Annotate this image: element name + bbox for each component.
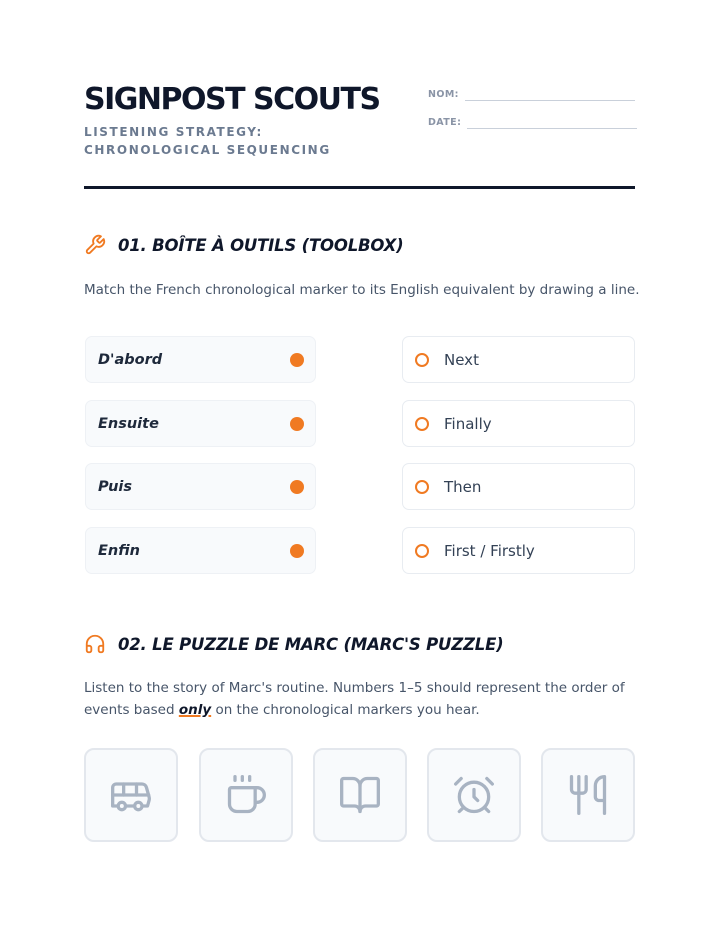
picture-tile — [199, 748, 293, 842]
section-2-heading — [84, 633, 503, 655]
match-dot — [290, 353, 304, 367]
french-marker-card — [85, 336, 316, 383]
emphasis-only: only — [178, 702, 212, 718]
section-1-instructions: Match the French chronological marker to its English equivalent by drawing a line. — [84, 282, 640, 298]
english-equivalent: Finally — [444, 414, 492, 433]
name-label: NOM: — [428, 89, 459, 100]
french-marker-card — [85, 400, 316, 447]
picture-tile — [427, 748, 521, 842]
alarm-clock-icon — [452, 773, 496, 817]
picture-tile — [541, 748, 635, 842]
fork-knife-icon — [566, 773, 610, 817]
english-equivalent-card — [402, 463, 635, 510]
match-ring — [415, 417, 429, 431]
french-marker: D'abord — [98, 351, 163, 368]
name-line — [465, 88, 635, 101]
french-marker-card — [85, 527, 316, 574]
date-field — [428, 116, 637, 129]
header-divider — [84, 186, 635, 189]
match-dot — [290, 544, 304, 558]
bus-icon — [109, 773, 153, 817]
instructions-text-end: on the chronological markers you hear. — [211, 702, 480, 718]
headphones-icon — [84, 633, 106, 655]
section-1-heading — [84, 234, 404, 256]
coffee-cup-icon — [224, 773, 268, 817]
section-2-title: 02. LE PUZZLE DE MARC (MARC'S PUZZLE) — [118, 634, 504, 654]
page-subtitle: LISTENING STRATEGY: CHRONOLOGICAL SEQUENCING — [84, 125, 331, 157]
match-dot — [290, 480, 304, 494]
english-equivalent-card — [402, 527, 635, 574]
english-equivalent: Next — [444, 350, 479, 369]
page-title: SIGNPOST SCOUTS — [84, 82, 380, 117]
english-equivalent: First / Firstly — [444, 541, 535, 560]
date-line — [467, 116, 637, 129]
picture-tile — [313, 748, 407, 842]
match-ring — [415, 480, 429, 494]
match-ring — [415, 544, 429, 558]
section-2-instructions — [84, 677, 644, 721]
english-equivalent: Then — [444, 477, 482, 496]
wrench-icon — [84, 234, 106, 256]
english-equivalent-card — [402, 336, 635, 383]
name-field — [428, 88, 635, 101]
french-marker: Enfin — [98, 542, 140, 559]
date-label: DATE: — [428, 117, 462, 128]
match-ring — [415, 353, 429, 367]
french-marker: Ensuite — [98, 415, 159, 432]
english-equivalent-card — [402, 400, 635, 447]
instructions-text: Listen to the story of Marc's routine. Numbers 1–5 should represent the order of events based — [84, 680, 625, 718]
section-1-title: 01. BOÎTE À OUTILS (TOOLBOX) — [118, 235, 404, 255]
picture-tile — [84, 748, 178, 842]
french-marker-card — [85, 463, 316, 510]
french-marker: Puis — [98, 478, 133, 495]
match-dot — [290, 417, 304, 431]
book-icon — [338, 773, 382, 817]
